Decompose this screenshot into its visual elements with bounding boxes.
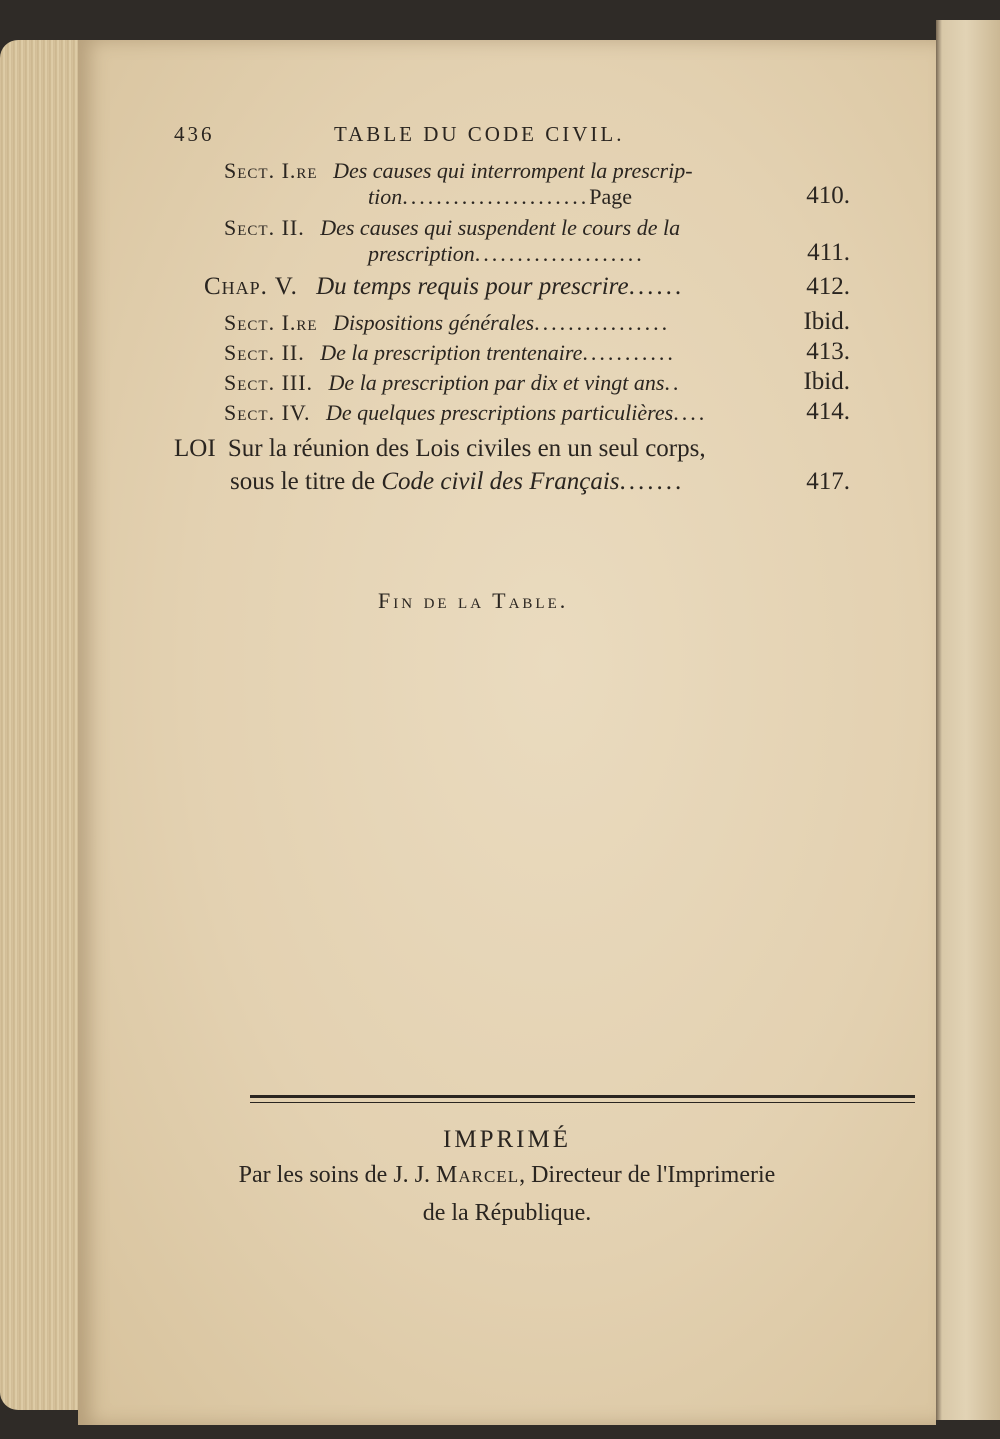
toc-title: tion: [368, 184, 403, 209]
toc-page: 410.: [806, 182, 850, 209]
running-title: TABLE DU CODE CIVIL.: [334, 122, 625, 146]
toc-entry-continuation: [368, 241, 645, 267]
toc-leader: ................: [534, 310, 671, 335]
toc-page: 413.: [806, 338, 850, 365]
imprint-heading: IMPRIMÉ: [443, 1126, 571, 1153]
loi-entry-continuation: [230, 468, 684, 496]
toc-page: 412.: [806, 273, 850, 300]
toc-label: Sect. III.: [224, 370, 314, 395]
imprint-printer-name: Marcel: [436, 1162, 520, 1188]
toc-entry: [224, 310, 670, 336]
toc-label: Sect. IV.: [224, 400, 311, 425]
imprint-text: , Directeur de l'Imprimerie: [519, 1162, 776, 1188]
end-of-table-title: Fin de la Table.: [378, 588, 569, 613]
divider-rule-thick: [250, 1095, 915, 1098]
toc-title: Des causes qui suspendent le cours de la: [320, 215, 681, 240]
book-cover-edge: [936, 20, 1000, 1420]
loi-page: 417.: [806, 468, 850, 495]
loi-text: sous le titre de: [230, 468, 376, 495]
toc-entry: [224, 400, 707, 426]
toc-title: De la prescription trentenaire: [320, 340, 583, 365]
toc-label: Chap. V.: [204, 273, 298, 300]
imprint-line-2: de la République.: [422, 1200, 592, 1226]
toc-title: Des causes qui interrompent la prescrip-: [333, 158, 693, 183]
toc-leader: ....................: [474, 241, 645, 266]
toc-label: Sect. II.: [224, 340, 305, 365]
divider-rule-thin: [250, 1102, 915, 1103]
toc-entry: [224, 370, 681, 396]
toc-leader: ....: [673, 400, 708, 425]
toc-entry: [224, 158, 693, 184]
toc-label: Sect. I.re: [224, 310, 318, 335]
toc-label: Sect. I.re: [224, 158, 318, 183]
toc-label: Sect. II.: [224, 215, 305, 240]
toc-page: Ibid.: [803, 368, 850, 395]
toc-title: prescription: [368, 241, 475, 266]
loi-code-title: Code civil des Français: [381, 468, 620, 495]
toc-page: 414.: [806, 398, 850, 425]
toc-title: Du temps requis pour prescrire: [316, 273, 629, 300]
loi-entry: [174, 435, 706, 463]
toc-page-prefix: Page: [589, 184, 632, 209]
toc-entry: [224, 340, 676, 366]
toc-title: De la prescription par dix et vingt ans: [328, 370, 665, 395]
imprint-line: [78, 1162, 936, 1189]
toc-title: Dispositions générales: [333, 310, 535, 335]
toc-page: Ibid.: [803, 308, 850, 335]
toc-entry-continuation: [368, 184, 632, 210]
toc-leader: ......: [628, 273, 685, 300]
page-number: 436: [174, 122, 215, 146]
toc-entry: [224, 215, 680, 241]
imprint-text: Par les soins de J. J.: [238, 1162, 431, 1188]
toc-leader: ..: [664, 370, 682, 395]
toc-leader: ...........: [582, 340, 676, 365]
toc-page: 411.: [807, 239, 850, 266]
toc-entry: [204, 273, 684, 301]
loi-label: LOI: [174, 435, 216, 462]
toc-title: De quelques prescriptions particulières: [325, 400, 674, 425]
loi-text: Sur la réunion des Lois civiles en un seul corps,: [227, 435, 706, 462]
page: [78, 40, 936, 1425]
toc-leader: .......: [619, 468, 685, 495]
toc-leader: ......................: [402, 184, 590, 209]
